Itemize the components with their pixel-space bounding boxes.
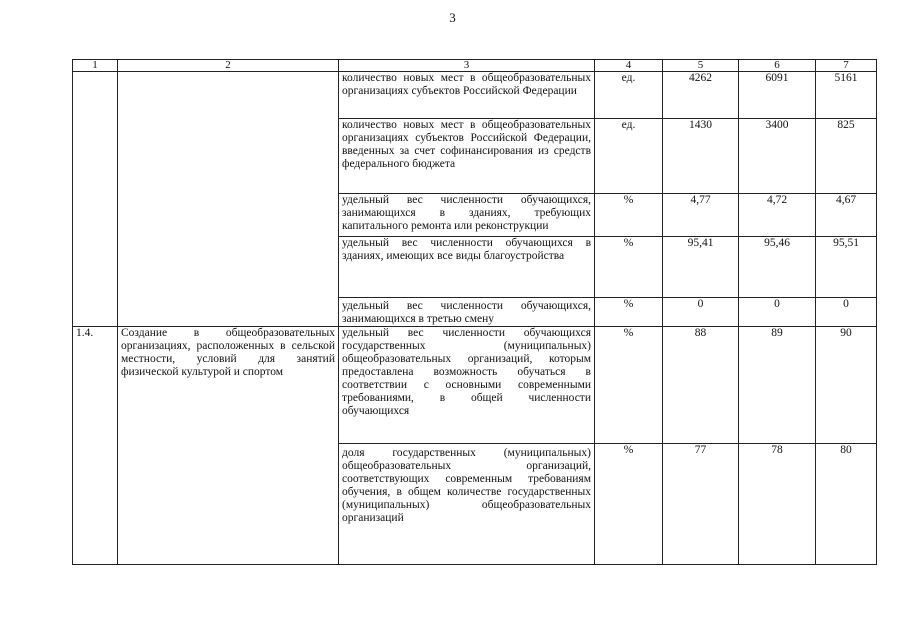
indicator-value-6: 6091: [739, 72, 816, 119]
indicator-description: доля государственных (муниципальных) общеобразовательных организаций, соответствующих современным требованиям обучения, в общем количестве государственных (муниципальных) общеобразовательных организаций: [339, 444, 595, 565]
indicator-description: количество новых мест в общеобразовательных организациях субъектов Российской Федерации: [339, 72, 595, 119]
header-cell-1: 1: [73, 60, 118, 72]
indicator-value-7: 0: [816, 298, 877, 327]
header-row: [73, 60, 877, 72]
page-number: 3: [449, 10, 456, 25]
indicator-value-7: 5161: [816, 72, 877, 119]
indicator-unit: ед.: [595, 119, 663, 194]
indicator-value-7: 4,67: [816, 194, 877, 237]
header-cell-7: 7: [816, 60, 877, 72]
indicator-value-7: 90: [816, 327, 877, 444]
indicator-description: удельный вес численности обучающихся, занимающихся в зданиях, требующих капитального ремонта или реконструкции: [339, 194, 595, 237]
table-row: [73, 72, 877, 119]
empty-title-cell: [118, 72, 339, 327]
header-cell-4: 4: [595, 60, 663, 72]
empty-number-cell: [73, 72, 118, 327]
indicator-unit: %: [595, 327, 663, 444]
header-cell-6: 6: [739, 60, 816, 72]
indicator-unit: %: [595, 298, 663, 327]
header-cell-3: 3: [339, 60, 595, 72]
indicator-value-5: 1430: [663, 119, 739, 194]
section-title: Создание в общеобразовательных организациях, расположенных в сельской местности, условий для занятий физической культурой и спортом: [118, 327, 339, 565]
indicator-description: удельный вес численности обучающихся, занимающихся в третью смену: [339, 298, 595, 327]
indicator-value-6: 95,46: [739, 237, 816, 298]
indicator-value-5: 95,41: [663, 237, 739, 298]
indicator-value-6: 78: [739, 444, 816, 565]
indicator-description: количество новых мест в общеобразовательных организациях субъектов Российской Федерации, введенных за счет софинансирования из средств федерального бюджета: [339, 119, 595, 194]
indicator-value-7: 80: [816, 444, 877, 565]
indicator-value-6: 0: [739, 298, 816, 327]
indicators-table: [72, 59, 877, 565]
header-cell-2: 2: [118, 60, 339, 72]
indicator-value-5: 88: [663, 327, 739, 444]
indicator-description: удельный вес численности обучающихся в зданиях, имеющих все виды благоустройства: [339, 237, 595, 298]
indicator-unit: %: [595, 194, 663, 237]
section-number: 1.4.: [73, 327, 118, 565]
indicator-value-5: 0: [663, 298, 739, 327]
indicator-unit: %: [595, 444, 663, 565]
indicator-value-5: 77: [663, 444, 739, 565]
indicator-value-6: 3400: [739, 119, 816, 194]
indicator-unit: ед.: [595, 72, 663, 119]
indicator-value-7: 95,51: [816, 237, 877, 298]
indicator-value-7: 825: [816, 119, 877, 194]
indicator-value-6: 89: [739, 327, 816, 444]
indicator-value-5: 4262: [663, 72, 739, 119]
indicator-unit: %: [595, 237, 663, 298]
table-row: [73, 327, 877, 444]
indicator-value-5: 4,77: [663, 194, 739, 237]
indicator-value-6: 4,72: [739, 194, 816, 237]
indicator-description: удельный вес численности обучающихся государственных (муниципальных) общеобразовательных организаций, которым предоставлена возможность обучаться в соответствии с основными современными требованиями, в общей численности обучающихся: [339, 327, 595, 444]
header-cell-5: 5: [663, 60, 739, 72]
